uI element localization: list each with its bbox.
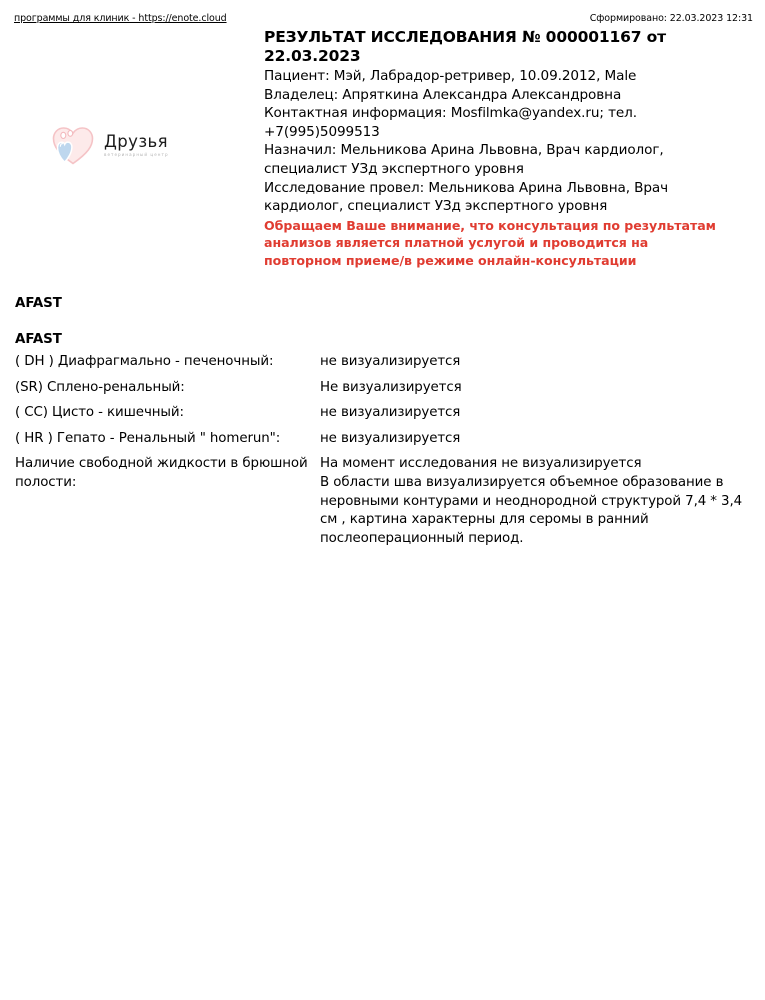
- table-row: [15, 404, 750, 430]
- table-row: [15, 353, 750, 379]
- section-heading-afast-main: AFAST: [15, 296, 62, 311]
- finding-value-line: Не визуализируется: [320, 379, 462, 395]
- table-row: [15, 455, 750, 554]
- finding-label: ( CC) Цисто - кишечный:: [15, 405, 184, 421]
- findings-table: [15, 353, 750, 554]
- finding-label: (SR) Сплено-ренальный:: [15, 379, 185, 395]
- top-meta-bar: [0, 0, 765, 28]
- clinic-name: Друзья: [104, 131, 168, 151]
- report-header: [264, 28, 720, 270]
- finding-value: [320, 430, 750, 456]
- patient-info: Пациент: Мэй, Лабрадор-ретривер, 10.09.2012, Male: [264, 68, 637, 84]
- contact-info: Контактная информация: Mosfilmka@yandex.ru; тел. +7(995)5099513: [264, 105, 637, 140]
- finding-value: [320, 404, 750, 430]
- finding-value-line: не визуализируется: [320, 430, 461, 446]
- finding-label: Наличие свободной жидкости в брюшной полости:: [15, 456, 308, 490]
- generated-timestamp: Сформировано: 22.03.2023 12:31: [589, 13, 753, 24]
- heart-paw-icon: [50, 122, 96, 168]
- finding-value: [320, 353, 750, 379]
- finding-label: ( DH ) Диафрагмально - печеночный:: [15, 354, 274, 369]
- table-row: [15, 379, 750, 405]
- clinic-logo-text: [104, 133, 169, 158]
- finding-label: ( HR ) Гепато - Ренальный " homerun":: [15, 430, 281, 446]
- section-heading-afast-sub: AFAST: [15, 332, 62, 347]
- finding-value-line: не визуализируется: [320, 405, 461, 421]
- clinic-software-link[interactable]: программы для клиник - https://enote.cloud: [14, 13, 227, 24]
- clinic-subtitle: ветеринарный центр: [104, 151, 169, 157]
- table-row: [15, 430, 750, 456]
- finding-value-line: В области шва визуализируется объемное образование в неровными контурами и неоднородной структурой 7,4 * 3,4 см , картина характерны для серомы в ранний послеоперационный период.: [320, 474, 743, 546]
- owner-info: Владелец: Апряткина Александра Александровна: [264, 86, 622, 103]
- performed-by-doctor: Исследование провел: Мельникова Арина Львовна, Врач кардиолог, специалист УЗд экспертного уровня: [264, 179, 669, 215]
- finding-value-line: не визуализируется: [320, 354, 461, 369]
- assigned-by-doctor: Назначил: Мельникова Арина Львовна, Врач кардиолог, специалист УЗд экспертного уровня: [264, 142, 664, 177]
- clinic-logo: [50, 122, 169, 168]
- page-title: РЕЗУЛЬТАТ ИССЛЕДОВАНИЯ № 000001167 от 22.03.2023: [264, 28, 666, 65]
- finding-value-line: На момент исследования не визуализируется: [320, 456, 642, 472]
- finding-value: [320, 455, 750, 554]
- paid-consultation-notice: Обращаем Ваше внимание, что консультация по результатам анализов является платной услугой и проводится на повторном приеме/в режиме онлайн-консультации: [264, 217, 716, 268]
- finding-value: [320, 379, 750, 405]
